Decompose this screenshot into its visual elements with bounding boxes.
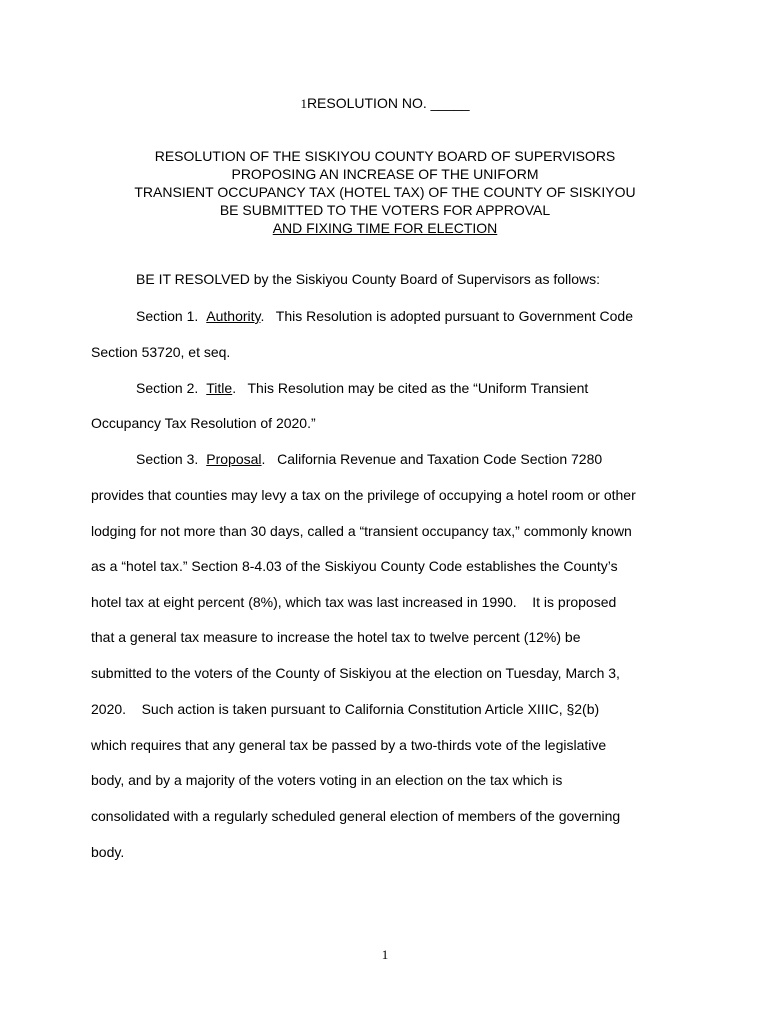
section-3-first-line bbox=[136, 450, 602, 468]
section-1-first-line bbox=[136, 307, 633, 325]
section-3-line: provides that counties may levy a tax on the privilege of occupying a hotel room or other bbox=[91, 487, 636, 503]
title-line: BE SUBMITTED TO THE VOTERS FOR APPROVAL bbox=[219, 202, 551, 218]
section-3-line: lodging for not more than 30 days, called a “transient occupancy tax,” commonly known bbox=[91, 523, 632, 539]
resolution-title bbox=[0, 147, 770, 237]
section-2-line: Occupancy Tax Resolution of 2020.” bbox=[91, 415, 316, 431]
section-text: . California Revenue and Taxation Code Section 7280 bbox=[261, 451, 603, 467]
section-2-first-line bbox=[136, 379, 588, 397]
section-3-line: body, and by a majority of the voters voting in an election on the tax which is bbox=[91, 772, 563, 788]
section-3-line: which requires that any general tax be passed by a two-thirds vote of the legislative bbox=[91, 737, 607, 753]
title-line: TRANSIENT OCCUPANCY TAX (HOTEL TAX) OF THE COUNTY OF SISKIYOU bbox=[134, 184, 636, 200]
intro-paragraph: BE IT RESOLVED by the Siskiyou County Board of Supervisors as follows: bbox=[136, 271, 601, 287]
title-line: RESOLUTION OF THE SISKIYOU COUNTY BOARD OF SUPERVISORS bbox=[154, 148, 616, 164]
section-heading: Proposal bbox=[206, 451, 262, 467]
section-3-line: hotel tax at eight percent (8%), which tax was last increased in 1990. It is proposed bbox=[91, 594, 617, 610]
section-label: Section 1. bbox=[136, 308, 199, 324]
page-number: 1 bbox=[381, 947, 389, 962]
resolution-number bbox=[0, 94, 770, 113]
section-label: Section 2. bbox=[136, 380, 199, 396]
section-heading: Authority bbox=[206, 308, 261, 324]
line-number-marker: 1 bbox=[300, 96, 307, 111]
resolution-label: RESOLUTION NO. _____ bbox=[306, 95, 470, 111]
section-3-line: as a “hotel tax.” Section 8-4.03 of the Siskiyou County Code establishes the County’s bbox=[91, 558, 618, 574]
title-line: AND FIXING TIME FOR ELECTION bbox=[272, 220, 498, 236]
section-3-line: that a general tax measure to increase the hotel tax to twelve percent (12%) be bbox=[91, 629, 581, 645]
section-label: Section 3. bbox=[136, 451, 199, 467]
section-3-line: submitted to the voters of the County of Siskiyou at the election on Tuesday, March 3, bbox=[91, 665, 620, 681]
section-1-line: Section 53720, et seq. bbox=[91, 344, 231, 360]
section-3-line: 2020. Such action is taken pursuant to California Constitution Article XIIIC, §2(b) bbox=[91, 701, 600, 717]
section-3-line: body. bbox=[91, 844, 125, 860]
section-heading: Title bbox=[206, 380, 233, 396]
title-line: PROPOSING AN INCREASE OF THE UNIFORM bbox=[231, 166, 539, 182]
section-text: . This Resolution may be cited as the “Uniform Transient bbox=[232, 380, 589, 396]
section-3-line: consolidated with a regularly scheduled general election of members of the governing bbox=[91, 808, 621, 824]
section-text: . This Resolution is adopted pursuant to Government Code bbox=[260, 308, 633, 324]
